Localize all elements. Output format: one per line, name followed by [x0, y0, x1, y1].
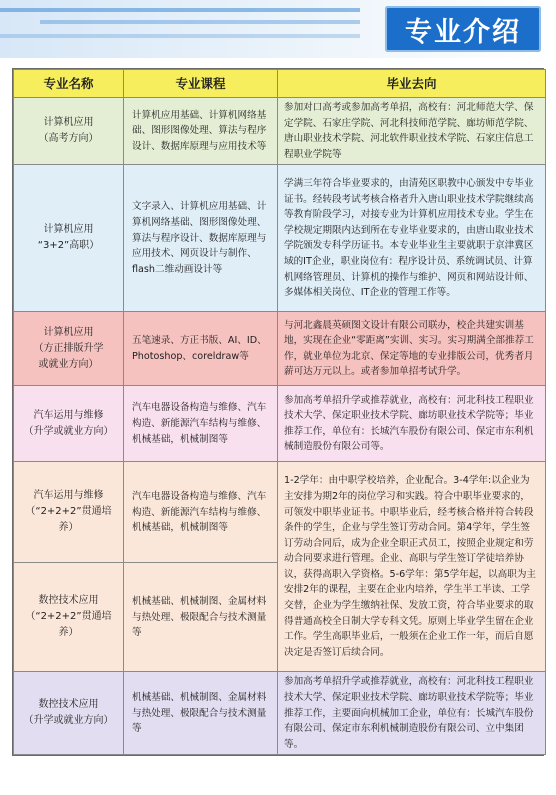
table-row — [14, 98, 546, 165]
major-courses: 汽车电器设备构造与维修、汽车构造、新能源汽车结构与维修、机械基础，机械制图等 — [124, 386, 278, 462]
graduate-destination: 参加高考单招升学或推荐就业，高校有：河北科技工程职业技术大学、保定职业技术学院、廊坊职业技术学院等；毕业推荐工作，单位有：长城汽车股份有限公司、保定市东利机械制造股份有限公司等。 — [278, 386, 546, 462]
major-name — [14, 672, 124, 755]
major-name-line: （升学或就业方向） — [23, 715, 114, 727]
table-row — [14, 165, 546, 312]
decorative-stripe — [40, 20, 360, 24]
table-header-row — [14, 70, 546, 98]
graduate-destination: 1-2学年：由中职学校培养，企业配合。3-4学年:以企业为主安排为期2年的岗位学习和实践。符合中职毕业要求的，可领发中职毕业证书。中职毕业后，经考核合格并符合转段条件的学生，企业与学生签订劳动合同。第4学年，学生签订劳动合同后，成为企业全职正式员工，按照企业规定和劳动合同要求进行管理。企业、高职与学生签订学徒培养协议，获得高职入学资格。5-6学年：第5学年起，以高职为主安排2年的课程，主要在企业内培养，学生半工半读、工学交替，企业为学生缴纳社保、发放工资，符合毕业要求的取得普通高校全日制大学专科文凭。原则上毕业学生留在企业工作。学生高职毕业后，一般须在企业工作一年，而后自愿决定是否签订后续合同。 — [278, 462, 546, 672]
decorative-stripe — [0, 8, 360, 12]
column-header-name: 专业名称 — [14, 70, 124, 98]
major-name-line: 汽车运用与维修 — [33, 409, 104, 421]
major-name — [14, 98, 124, 165]
major-courses: 机械基础、机械制图、金属材料与热处理、极限配合与技术测量等 — [124, 563, 278, 672]
major-name — [14, 165, 124, 312]
major-name-line: （高考方向） — [38, 133, 99, 145]
top-banner — [0, 0, 556, 58]
major-name-line: “3+2”高职） — [37, 240, 100, 252]
table-row — [14, 386, 546, 462]
graduate-destination: 参加对口高考或参加高考单招，高校有：河北师范大学、保定学院、石家庄学院、河北科技师范学院、廊坊师范学院、唐山职业技术学院、河北软件职业技术学院、石家庄信息工程职业学院等 — [278, 98, 546, 165]
major-courses: 五笔速录、方正书版、AI、ID、Photoshop、coreldraw等 — [124, 312, 278, 386]
major-name-line: （“2+2+2”贯通培养） — [25, 506, 112, 534]
major-courses: 文字录入、计算机应用基础、计算机网络基础、图形图像处理、算法与程序设计、数据库原理与应用技术、网页设计与制作、flash二维动画设计等 — [124, 165, 278, 312]
major-name-line: 计算机应用 — [43, 117, 94, 129]
major-name — [14, 312, 124, 386]
major-name — [14, 462, 124, 563]
major-courses: 机械基础、机械制图、金属材料与热处理、极限配合与技术测量等 — [124, 672, 278, 755]
table-row — [14, 672, 546, 755]
major-name-line: 计算机应用 — [43, 224, 94, 236]
major-name-line: （方正排版升学 — [33, 342, 104, 354]
major-name-line: （升学或就业方向） — [23, 425, 114, 437]
column-header-course: 专业课程 — [124, 70, 278, 98]
major-name — [14, 563, 124, 672]
column-header-destination: 毕业去向 — [278, 70, 546, 98]
page-title: 专业介绍 — [385, 6, 541, 52]
major-name — [14, 386, 124, 462]
decorative-stripe — [0, 34, 360, 38]
table-row — [14, 462, 546, 563]
graduate-destination: 学满三年符合毕业要求的，由清苑区职教中心颁发中专毕业证书。经转段考试考核合格者升入唐山职业技术学院继续高等教育阶段学习，对接专业为计算机应用技术专业。学生在学校规定期限内达到所在专业毕业要求的，由唐山取业技术学院颁发专科学历证书。本专业毕业生主要就职于京津冀区域的IT企业，职业岗位有：程序设计员、系统调试员、计算机网络管理员、计算机的操作与维护、网页和网站设计师、多媒体相关岗位、IT企业的管理工作等。 — [278, 165, 546, 312]
major-name-line: 数控技术应用 — [38, 595, 99, 607]
major-name-line: 计算机应用 — [43, 326, 94, 338]
graduate-destination: 参加高考单招升学或推荐就业，高校有：河北科技工程职业技术大学、保定职业技术学院、廊坊职业技术学院等；毕业推荐工作，主要面向机械加工企业，单位有：长城汽车股份有限公司、保定市东利机械制造股份有限公司、立中集团等。 — [278, 672, 546, 755]
major-courses: 计算机应用基础、计算机网络基础、图形图像处理、算法与程序设计、数据库原理与应用技术等 — [124, 98, 278, 165]
major-name-line: 数控技术应用 — [38, 699, 99, 711]
major-table — [12, 68, 544, 756]
major-name-line: 汽车运用与维修 — [33, 490, 104, 502]
major-courses: 汽车电器设备构造与维修、汽车构造、新能源汽车结构与维修、机械基础，机械制图等 — [124, 462, 278, 563]
major-name-line: 或就业方向） — [38, 358, 99, 370]
graduate-destination: 与河北鑫晨英硕图文设计有限公司联办，校企共建实训基地，实现在企业“零距离”实训、实习。实习期满全部推荐工作，就业单位为北京、保定等地的专业排版公司，优秀者月薪可达万元以上。或者参加单招考试升学。 — [278, 312, 546, 386]
table-row — [14, 312, 546, 386]
major-name-line: （“2+2+2”贯通培养） — [25, 611, 112, 639]
